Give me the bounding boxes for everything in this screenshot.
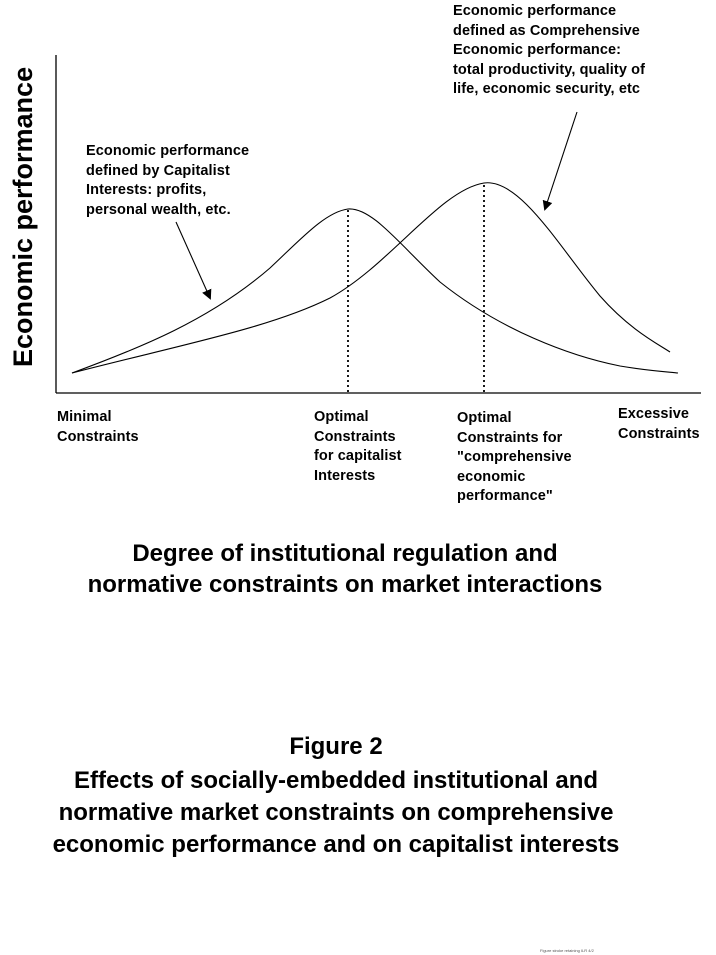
y-axis-label: Economic performance (8, 66, 38, 367)
tick-label-excessive-constraints: Excessive Constraints (618, 406, 700, 442)
tick-label-optimal-comprehensive: Optimal Constraints for "comprehensive economic performance" (457, 410, 572, 504)
capitalist-interests-annotation: Economic performance defined by Capitalist Interests: profits, personal wealth, etc. (86, 143, 250, 218)
x-axis-label: Degree of institutional regulation and normative constraints on market interactions (87, 540, 603, 598)
figure-caption: Effects of socially-embedded institutional and normative market constraints on comprehensive economic performance and on capitalist interests (52, 767, 620, 858)
tick-label-optimal-capitalist: Optimal Constraints for capitalist Interests (314, 409, 402, 484)
tick-label-minimal-constraints: Minimal Constraints (57, 409, 139, 445)
footer-tiny-text: Figure stroke retaining ILR 4/2 (540, 948, 594, 953)
figure-number: Figure 2 (289, 733, 383, 760)
comprehensive-performance-annotation: Economic performance defined as Comprehensive Economic performance: total productivity, quality of life, economic security, etc (453, 3, 646, 97)
comprehensive-annotation-arrow (545, 112, 577, 209)
capitalist-interests-curve (72, 209, 678, 373)
capitalist-annotation-arrow (176, 222, 210, 298)
